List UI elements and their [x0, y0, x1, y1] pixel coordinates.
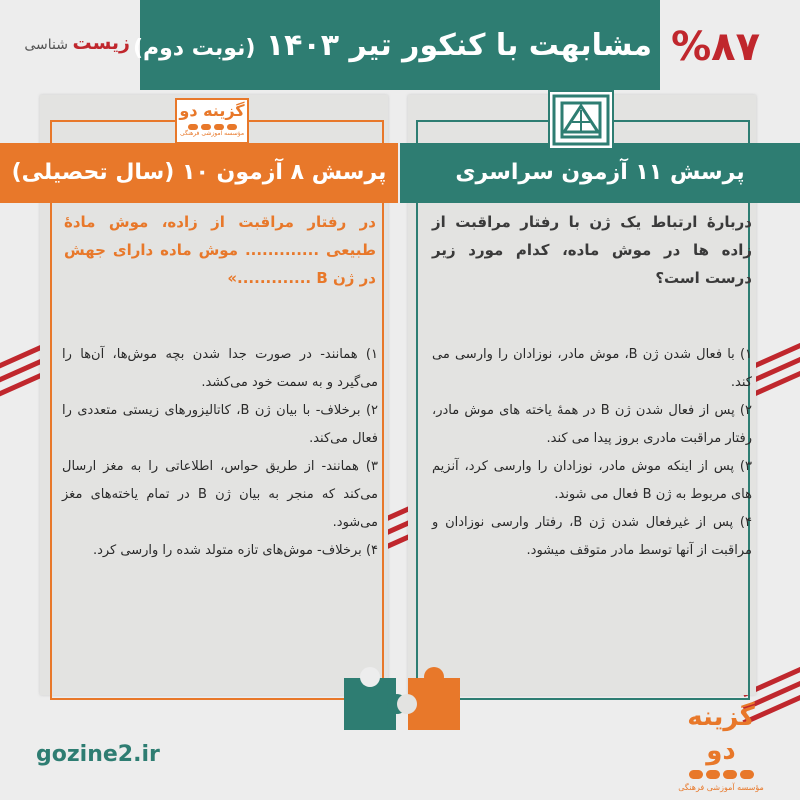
page-title-main: مشابهت با کنکور تیر ۱۴۰۳	[265, 28, 652, 63]
option-item: ۴) پس از غیرفعال شدن ژن B، رفتار وارسی نوزادان و مراقبت از آنها توسط مادر متوقف میشود.	[432, 515, 752, 558]
left-question: در رفتار مراقبت از زاده، موش مادهٔ طبیعی ............. موش ماده دارای جهش در ژن B .............»	[64, 213, 376, 287]
option-item: ۴) برخلاف- موش‌های تازه متولد شده را وارسی کرد.	[92, 543, 378, 558]
similarity-percent: %۸۷	[671, 24, 760, 70]
left-options	[62, 341, 378, 565]
footer-logo-text: گزینه دو	[687, 702, 755, 766]
right-question: دربارهٔ ارتباط یک ژن با رفتار مراقبت از زاده ها در موش ماده، کدام مورد زیر درست است؟	[432, 213, 752, 287]
gozine-logo	[175, 98, 249, 144]
option-item: ۳) پس از اینکه موش مادر، نوزادان را وارسی کرد، آنزیم های مربوط به ژن B فعال می شوند.	[432, 459, 752, 502]
subject-rest: شناسی	[24, 37, 69, 53]
subject-label	[10, 32, 130, 54]
sanjesh-emblem-icon	[548, 90, 614, 150]
left-banner: پرسش ۸ آزمون ۱۰ (سال تحصیلی)	[0, 143, 398, 203]
right-options	[432, 341, 752, 565]
gozine-logo-text: گزینه دو	[179, 101, 245, 120]
option-item: ۱) همانند- در صورت جدا شدن بچه موش‌ها، آن‌ها را می‌گیرد و به سمت خود می‌کشد.	[62, 347, 378, 390]
puzzle-teal-icon	[344, 678, 396, 730]
website-link[interactable]: gozine2.ir	[36, 742, 160, 767]
option-item: ۲) برخلاف- با بیان ژن B، کاتالیزورهای زیستی متعددی را فعال می‌کند.	[62, 403, 378, 446]
option-item: ۲) پس از فعال شدن ژن B در همهٔ یاخته های موش مادر، رفتار مراقبت مادری بروز پیدا می کند.	[432, 403, 752, 446]
option-item: ۱) با فعال شدن ژن B، موش مادر، نوزادان را وارسی می کند.	[432, 347, 752, 390]
footer-logo-dots-icon	[676, 770, 766, 779]
page-title	[132, 20, 652, 72]
option-item: ۳) همانند- از طریق حواس، اطلاعاتی را به مغز ارسال می‌کند که منجر به بیان ژن B در تمام یاخته‌های مغز می‌شود.	[62, 459, 378, 530]
page-title-suffix: (نوبت دوم)	[132, 36, 256, 61]
footer-logo-tagline: مؤسسه آموزشی فرهنگی	[678, 783, 764, 792]
right-banner: پرسش ۱۱ آزمون سراسری	[400, 143, 800, 203]
puzzle-orange-icon	[408, 678, 460, 730]
footer-logo	[676, 700, 766, 792]
gozine-logo-tagline: مؤسسه آموزشی فرهنگی	[179, 130, 245, 137]
subject-bold: زیست	[72, 32, 130, 54]
